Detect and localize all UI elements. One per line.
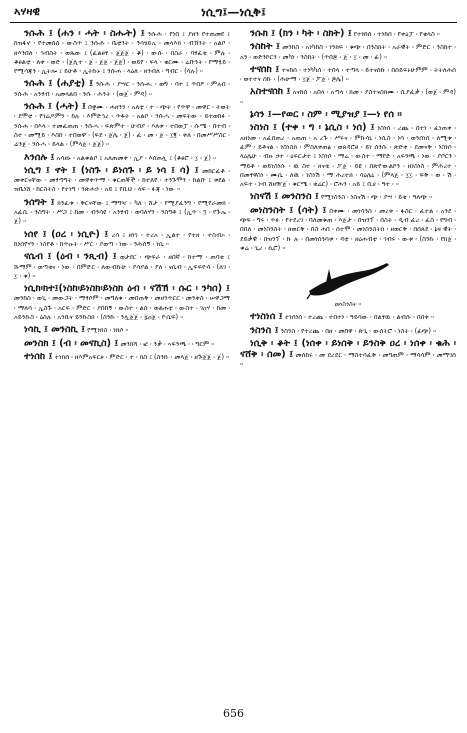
entry-headword: ተነስነሰ ፤ — [250, 311, 283, 323]
entry-headword: ነስናሽ ፤ መንስንስ ፤ — [250, 191, 319, 203]
entry-headword: ንሱሕ ፤ (ሐን ፡ ሓት ፡ ስሑት) ፤ — [24, 28, 145, 39]
entry-definition: ንሱሕ ፡ ያሣር ፡ ንሱሑ ፡ ወግ ፡ ባተ ፤ ጥበዖ ፡ ምሉበ ፡ ንሱሕ ፡ አንፃብ ፡ አመላልበ ፡ ንሱ ፡ ሕንት ፡ (ወጀ ፡ ምዳ) ። — [14, 80, 230, 98]
entry-definition: አናከሰ ፡ አበላ ፡ አጣላ ፡ ክመ ፡ ያስተናስክሙ ፡ ሲያፈቃ ፡ (ወጀ ፡ ምዳ) ። — [240, 88, 456, 106]
dictionary-entry — [240, 28, 456, 39]
dictionary-entry — [240, 109, 456, 120]
entry-definition: በቋሙ ፡ ሐዘንን ፡ አለቲ ፡ ተ ፡ ጭት ፡ የጥዋ ፡ መዋር ፡ ትወት ፡ ደሞቲ ፡ የገሬዶምን ፡ ከሉ ፡ እምድኅረ ፡ ጥፋት ፡ አልቦ ፡ ንሱሓ ፡ መፍትው ፡ ይተወከፉ ፡ ንሱሐ ፡ በእላ ፡ ተመፈጠጠ ፡ ንሱሓ ፡ ፍጽምተ ፡ ሁብያ ፡ እለቱ ፡ ተበወፓ ፡ ሱሜ ፡ በተብ ፡ ስተ ፡ መሚይ ፡ እስከ ፡ ተበወዋ ፡ (ፍደ ፡ ጀሌ ፡ ጀ) ፡ ፈ ፡ መ ፡ ጀ ፡ ፲፪ ፡ ቀለ ፡ በመሥሥስር ፡ ሬንጀ ፡ ንሱሓ ፡ ይላል ፡ (ምላጀ ፡ ጀጀ) ። — [14, 103, 230, 149]
entry-headword: ኔሳን ፤—የወር ፡ ስም ፡ ሚያዝያ ፤—ነ የሰ ። — [250, 109, 402, 121]
entry-definition: መንከስ ፡ ወጊ ፡ መውጋት ፡ ማፃሶም ፡ መግለቁ ፡ መበጠቅ ፡ መዘንጥርር ፡ መንቀስ ፡ ሠዋጋማ ፡ ማለሳ ፡ ኢስጉ ፡ አርፍ ፡ ምድር ፡ ያበከኝ ፡ ውስተ ፡ ልሰ ፡ ወልሐቲ ፡ ውስተ ፡ ገዐሃ ፡ ከመ ፡ አይንኩስ ፡ ዕስሉ ፡ አንቢና ይንኩስክ ፡ (ስንኩ ፡ ንሏጀጀ ፡ ፯ዐጀ ፡ ዮሴፍ) ። — [14, 294, 230, 322]
dictionary-entry — [14, 351, 230, 362]
entry-definition: መንከስ ፡ አነካከስ ፡ ነንክፍ ፡ ቁጭ ፡ በንስክት ፡ አራዊት ፡ ምድር ፡ ንስከተ ፡ አን ፡ ወድንኮርን ፡ መካነ ፡ ንስከት ፡ (ጥበ፷ ፡ ጀ ፡ ፲ ፡ መ ፡ ፊ) ። — [240, 43, 456, 61]
entry-headword: ነሲግ ፤ ኖት ፤ (ነስጉ ፡ ይነሰጉ ፡ ይ ነሳ ፤ ሳ) ፤ — [24, 164, 199, 176]
illustration-caption: መነስንስት ። — [334, 301, 362, 309]
page-number: 656 — [223, 707, 244, 720]
illustration — [240, 257, 456, 309]
dictionary-entry — [14, 324, 230, 335]
entry-headword: ንሱሕ ፤ (ሐያቲ) ፤ — [24, 78, 94, 90]
entry-definition: አሳዘኑ ፡ አልቁልቦ ፤ አለጠመቀ ፡ ኢያ ፡ እሰጠሏ ፤ (ቆፀሮ ፡ ፲ ፡ ጀ) ። — [56, 153, 217, 162]
dictionary-entry — [14, 152, 230, 163]
dictionary-entry — [240, 338, 456, 370]
entry-headword: እንሰሉ ፤ — [24, 151, 55, 163]
dictionary-entry — [14, 338, 230, 349]
entry-definition: ነስነሰ ፡ ረጨ ፡ በተነ ፡ ፈነጠቀ ፡ አዘነመ ፡ አፈበጠረ ፡ አጠጠ ፡ አ ረጉ ፡ ሥሩና ፡ ምኩሳኒ ፡ ነሲስ ፡ ነሳ ፡ ወንሰነሰ ፡ ለሚቱ ፡ ፈም ፡ ይቶናል ፡ ነስነስክ ፡ ምስለቀጠፅ ፡ ወጸዳሮፀ ፡ ይነ ሰንሱ ፡ ጽድቀ ፡ ደመናቅ ፡ ነስነሶ ፡ ላዕሌሁ ፡ ብዙ ኃተ ፡ ዕፍርታተ ፤ ነስነሶ ፡ ማሬ ፡ ውስተ ፡ ማየድ ፡ አፍንጫ ፡ ነው ፡ ያቦርን ፡ ማይቶ ፡ ወይነስነሱ ፡ ዉ ስተ ፡ ዘናቴ ፡ ፖጀ ፡ ይዩ ፡ በጽዮውልኮን ፡ ዘነስነስ ፡ ምሕረተ ፡ በመፃዋስነ ፡ ሙሴ ፡ ለዉ ፡ ነስነሽ ፡ ማ ሕረተክ ፡ ሳዕሌኒ ፡ (ምላጀ ፡ ፲፲ ፡ ፍቅ ፡ ወ ፡ ሽ ፡ አፍተ ፡ ነብ ሸዘዥጀ ፡ ቁርሜ ፡ ቂሬር) ፡ ሮሕን ፡ አይ ፤ ቢሀ ፡ ዓተ ፡ ። — [240, 124, 456, 189]
page-header — [14, 4, 453, 20]
entry-definition: ወታደር ፡ ጭፍራ ፡ ዘበኛ ፡ ከተማ ፡ ጠባቂ ፤ ሹማም ፡ ወጣቂና ፡ ነው ፡ በምድር ፡ ለውብኩሁ ፡ ያሳያል ፡ ያለ ፡ ናሴብ ፡ ኢፍፍዮሳ ፡ (ለገ ፡ ፲ ፡ ቁ) ። — [14, 253, 230, 280]
dictionary-entry — [240, 64, 456, 85]
entry-headword: ንሱሕ ፤ (ሓት) ፤ — [24, 101, 86, 113]
dictionary-entry — [14, 78, 230, 99]
entry-headword: ነሲቅ ፡ ቆት ፤ (ነሰቀ ፡ ይነሰቅ ፡ ይንስቅ ዐረ ፡ ነሰቀ ፡ ቁሕ ፡ ናሸቅ ፡ ሰመ) ፤ — [240, 337, 456, 361]
right-column — [240, 28, 456, 696]
dictionary-entry — [240, 86, 456, 107]
entry-definition: የሚነስንስ ፡ ነስናሽ ፡ ጭ ፡ ያሣ ፡ ይቂ ፡ ዓለጭ ። — [320, 193, 433, 202]
entry-headword: ንሰግት ፤ — [24, 196, 55, 208]
entry-definition: ንሱሕ ፡ የነበ ፤ ያዘን የተጠመደ ፤ ከዝፋኖ ፡ የተመሰሰ ፡ ውስጥ ፤ ንሱሕ ፡ ቤቲንት ፡ ንሳሄይኡ ፡ መላእክ ፡ ብኽንት ፡ አልቦ ፡ ዘእንበለ ፡ ኅብስት ፡ ወጼው ፤ (ፈልፀፃ ፡ ጀጀጀ ፡ ቆ) ፡ ውሱ ፡ በስራ ፡ ባፃፈቂ ፡ ምሉ ፡ ቆፀልቲ ፡ ለቀ ፡ ወድ ፡ (ጀሊተ ፡ ጀ ፡ ጀጀ ፡ ጀጀ) ፡ ወይየ ፡ ፍላ ፡ ቄርሙ ፡ ሬቡንት ፡ የማፂይ ፡ የሚሳጃን ፡ ኢትሎ ፤ ይሁቶ ፡ ኢትኩኑ ፤ ንሱሐ ፡ ላዕለ ፡ ዘንብለ ፡ ግብር ፡ (ሳሉ) ። — [14, 30, 230, 76]
entry-definition: ተነክሰ ፡ ዘእምአፍርፀ ፡ ምድር ፡ ተ ፡ ክስ ፤ (ስንኩ ፡ መላጀ ፡ ዘጕጀጀ ፡ ጀ) ። — [54, 352, 230, 361]
censer-illustration — [303, 257, 393, 301]
entry-definition: መከርፈቶ ፡ መቀርናቸው ፡ መፃጣግት ፡ መዋቀጥማ ፡ ቁርጠኞች ፡ ከተለየ ፡ ተንጉሞን ፡ ከልቡ ፤ ቱደል ፡ ዝቤነሸ ፡ ከርስትስ ፡ የተነግ ፡ ንጽሐኃ ፡ አይ ፤ የቢህ ፡ ላፍ ፡ ፉጃ ፡ ነው ። — [14, 166, 230, 194]
entry-definition: የተነከሰ ፡ ተነከሰ ፡ የቀዕፓ ፡ የቄላስ ። — [353, 30, 441, 38]
dictionary-entry — [14, 28, 230, 76]
dictionary-entry — [14, 251, 230, 281]
dictionary-entry — [14, 197, 230, 227]
dictionary-entry — [240, 325, 456, 336]
entry-headword: ነሳኪ ፤ መንስኪ ፤ — [24, 324, 86, 336]
left-column — [14, 28, 230, 696]
entry-definition: ተነሰነሰ ፡ ተረጨ ፡ ተበተነ ፡ ዓይሳው ፡ በልፃዉ ፡ ልብሱ ፡ በበቀ ። — [284, 313, 435, 322]
dictionary-entry — [240, 122, 456, 189]
header-rule — [10, 22, 457, 23]
dictionary-entry — [240, 191, 456, 202]
dictionary-entry — [14, 101, 230, 149]
dictionary-entry — [14, 229, 230, 250]
dictionary-entry — [240, 311, 456, 322]
entry-definition: የሚነክስ ፡ ነክሶ ። — [87, 326, 129, 335]
entry-definition: ረሳ ፤ ዘነገ ፡ ተረአ ፡ ኢልተ ፡ የተዘ ፡ ተስብኦ ፡ ከነሰየሃን ፡ ነስየቶ ፡ ከጥዑት ፡ ሥር ፡ ያወጣ ፡ ነው ፡ ንሕሰኝ ፡ ነሴ ። — [14, 230, 230, 248]
dictionary-entry — [240, 205, 456, 253]
entry-headword: ነሲክ፡ክተ፤(ነስከ፡ይነስክ፡ይነስክ ዕብ ፡ ናሽኽ ፡ ሱር ፡ ንካሰ) ፤ — [24, 283, 230, 295]
header-left-mark: ኣሃዛዊ — [14, 5, 40, 18]
dictionary-entry — [240, 41, 456, 62]
entry-headword: ንሱክ ፤ (ክን ፡ ካት ፡ ስክት) ፤ — [250, 28, 352, 39]
entry-definition: መሰከሩ ፡ መ ደረደር ፡ ማስተሳፈቅ ፡ መግጠም ፡ ማሳሳም ፡ መማገሰ ። — [240, 351, 456, 369]
entry-headword: ነሰየ ፤ (ዐረ ፡ ነሲዮ) ፤ — [24, 228, 109, 240]
dictionary-entry — [14, 283, 230, 322]
entry-definition: ክንፈቱ ፡ ቅርናቸው ፤ ማግዣ ፡ ካለ ፡ ሸታ ፡ የሚያፈንግ ፡ የሚየራመክ ፡ አፈሲ ፡ ንስግት ፡ ሥጋ ፤ ከመ ፡ ብንሳዩ ፡ አንፃብ ፡ ወባለሃን ፡ ንስግቶ ፤ (ኢጥ ፡ ፺ ፡ የጕኤ ፡ ጀ) ። — [14, 198, 230, 226]
entry-definition: ንስንስ ፡ የተረጨ ፡ በዘ ፡ መበዋ ፡ ጽጊ ፡ ውሰትሮ ፡ ነስት ፡ (ፊጭ) ። — [280, 326, 437, 335]
entry-headword: ንስከት ፤ — [250, 41, 280, 53]
entry-definition: ተናከሰ ፡ ተነካካሰ ፡ ተበላ ፡ ተጣላ ፡ ይተናሰኩ ፡ በሰይፍኑሁምም ፡ ትትለሕሰ ፡ ወተተና ሰኩ ፡ (ሕሁማ ፡ ፲ጀ ፡ ፖጀ ፡ ፷ሌ) ። — [240, 65, 456, 84]
entry-headword: ተናሰከ ፤ — [250, 63, 280, 75]
entry-headword: ተነሰከ ፤ — [24, 350, 53, 362]
running-title: ነሲግ፤—ነሲቅ፤ — [201, 4, 266, 19]
entry-headword: አስተናሰከ ፤ — [250, 86, 291, 98]
entry-headword: ናሴብ ፤ (ዕብ ፡ ንጺብ) ፤ — [24, 251, 117, 263]
entry-headword: ንስንስ ፤ — [250, 324, 279, 336]
entry-headword: መንስክ ፤ (ብ ፡ መናኪስ) ፤ — [24, 337, 119, 349]
entry-definition: መንክሻ ፡ ፎ ፡ ንቃ ፡ ኣፍንጫ ፡ ፡ ግርም ። — [120, 339, 215, 348]
dictionary-entry — [14, 165, 230, 195]
entry-headword: ነስነስ ፤ (ተቀ ፡ ግ ፡ ኔሲስ ፡ ነሰ) ፤ — [250, 122, 375, 134]
entry-headword: መነስንስት ፤ (ሳት) ፤ — [250, 204, 327, 216]
entry-definition: በቀሙ ፡ መነሳንስ ፡ መረቀ ፡ ፋስር ፡ ፈተል ፡ አንደ ፡ ጭፍ ፡ ግሩ ፡ ጥፉ ፡ የተደረገ ፡ ባለመቁጠ ፡ እጀታ ፡ በዝንፕ ፡ በስት ፡ ዲብ ፈረ ፡ ፈስ ፡ የግብ ፡ በበለ ፡ መነስንስት ፡ ዘወርቅ ፡ በስ ሐበ ፡ ሰተሞ ፡ መነስንስትክ ፡ ዘወርቅ ፡ በሰጸደ ፡ ኔዛ ዊት ፡ ደይቃዊ ፡ በዝንፕ ፡ ኩ ሉ ፡ በመነሰንሳቱ ፡ ዳቲ ፡ ዘዕሐብቲ ፡ ገብሩ ፡ ውቱ ፡ (ስንኩ ፡ የክጀ ፡ ቁሬ ፡ ጊረ ፡ ኪሮ) ። — [240, 206, 456, 252]
